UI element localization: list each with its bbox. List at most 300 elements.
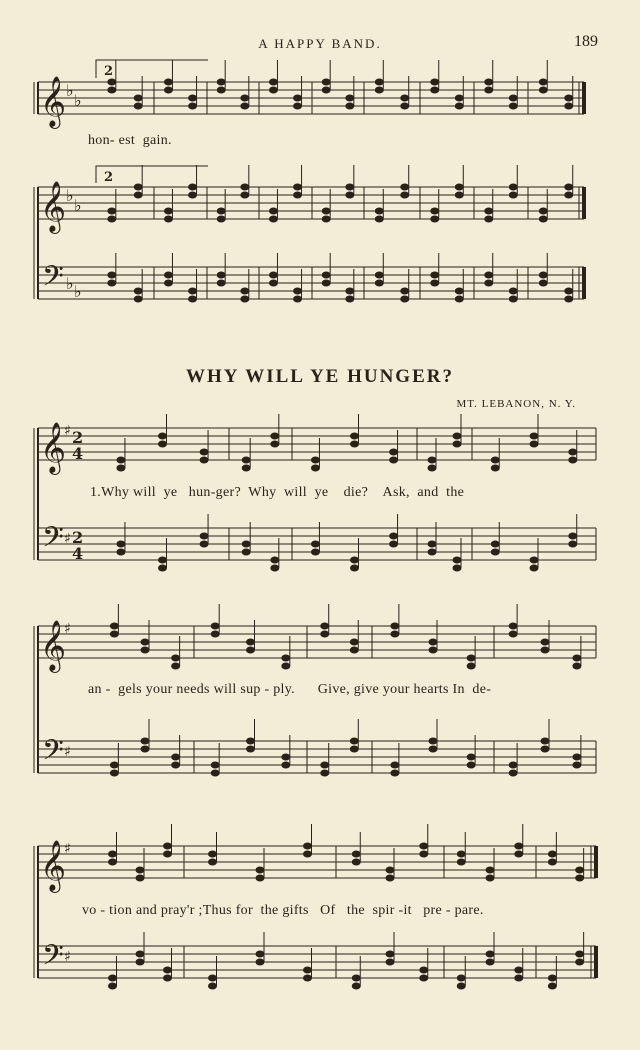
note-head: [539, 79, 548, 86]
bass-clef-icon: 𝄢: [42, 260, 64, 300]
note-head: [256, 875, 265, 882]
note-head: [539, 87, 548, 94]
note-head: [293, 296, 302, 303]
note-head: [486, 875, 495, 882]
note-head: [107, 208, 116, 215]
note-head: [430, 216, 439, 223]
note-head: [389, 457, 398, 464]
note-head: [514, 967, 523, 974]
note-head: [539, 272, 548, 279]
note-head: [530, 557, 539, 564]
sharp-icon: ♯: [64, 841, 71, 857]
note-head: [108, 851, 117, 858]
time-signature-bottom: 4: [72, 444, 84, 463]
note-head: [293, 103, 302, 110]
note-head: [430, 280, 439, 287]
sharp-icon: ♯: [64, 531, 71, 547]
note-head: [429, 639, 438, 646]
note-head: [530, 441, 539, 448]
note-head: [108, 983, 117, 990]
note-head: [568, 457, 577, 464]
lyric-line-2: an - gels your needs will sup - ply. Give, give your hearts In de-: [88, 682, 492, 697]
song-title: WHY WILL YE HUNGER?: [186, 366, 454, 387]
note-head: [548, 983, 557, 990]
note-head: [208, 983, 217, 990]
note-head: [200, 457, 209, 464]
note-head: [163, 843, 172, 850]
note-head: [345, 95, 354, 102]
note-head: [188, 103, 197, 110]
note-head: [457, 975, 466, 982]
note-head: [240, 103, 249, 110]
note-head: [484, 208, 493, 215]
note-head: [572, 754, 581, 761]
note-head: [256, 951, 265, 958]
sharp-icon: ♯: [64, 621, 71, 637]
note-head: [455, 95, 464, 102]
note-head: [429, 746, 438, 753]
flat-icon: ♭: [66, 81, 74, 100]
note-head: [217, 216, 226, 223]
note-head: [134, 184, 143, 191]
note-head: [240, 288, 249, 295]
note-head: [352, 975, 361, 982]
note-head: [256, 959, 265, 966]
note-head: [484, 87, 493, 94]
note-head: [208, 851, 217, 858]
note-head: [548, 859, 557, 866]
note-head: [188, 288, 197, 295]
note-head: [270, 433, 279, 440]
note-head: [564, 296, 573, 303]
note-head: [352, 859, 361, 866]
note-head: [455, 103, 464, 110]
note-head: [386, 951, 395, 958]
note-head: [575, 951, 584, 958]
treble-clef-icon: 𝄞: [40, 422, 67, 473]
note-head: [110, 770, 119, 777]
note-head: [548, 851, 557, 858]
note-head: [171, 754, 180, 761]
note-head: [269, 272, 278, 279]
note-head: [400, 296, 409, 303]
note-head: [163, 967, 172, 974]
note-head: [217, 208, 226, 215]
note-head: [457, 859, 466, 866]
note-head: [390, 762, 399, 769]
note-head: [293, 288, 302, 295]
note-head: [320, 762, 329, 769]
note-head: [572, 663, 581, 670]
note-head: [539, 208, 548, 215]
note-head: [136, 867, 145, 874]
note-head: [211, 623, 220, 630]
note-head: [311, 465, 320, 472]
note-head: [270, 565, 279, 572]
note-head: [455, 192, 464, 199]
flat-icon: ♭: [74, 196, 82, 215]
note-head: [350, 565, 359, 572]
note-head: [400, 95, 409, 102]
note-head: [564, 184, 573, 191]
note-head: [541, 738, 550, 745]
note-head: [200, 533, 209, 540]
note-head: [539, 216, 548, 223]
note-head: [134, 192, 143, 199]
note-head: [171, 663, 180, 670]
lyric-line-1: 1.Why will ye hun-ger? Why will ye die? Ask, and the: [90, 485, 465, 500]
note-head: [457, 851, 466, 858]
note-head: [163, 975, 172, 982]
note-head: [141, 639, 150, 646]
note-head: [509, 770, 518, 777]
note-head: [256, 867, 265, 874]
note-head: [389, 533, 398, 540]
note-head: [572, 762, 581, 769]
note-head: [200, 449, 209, 456]
note-head: [281, 655, 290, 662]
note-head: [484, 79, 493, 86]
note-head: [240, 192, 249, 199]
note-head: [141, 738, 150, 745]
note-head: [116, 457, 125, 464]
note-head: [509, 103, 518, 110]
note-head: [116, 541, 125, 548]
note-head: [211, 770, 220, 777]
note-head: [484, 272, 493, 279]
note-head: [350, 746, 359, 753]
note-head: [467, 762, 476, 769]
note-head: [134, 288, 143, 295]
note-head: [171, 655, 180, 662]
bass-clef-icon: 𝄢: [42, 939, 64, 979]
note-head: [428, 549, 437, 556]
note-head: [345, 192, 354, 199]
note-head: [430, 208, 439, 215]
note-head: [141, 746, 150, 753]
note-head: [484, 216, 493, 223]
note-head: [486, 951, 495, 958]
note-head: [428, 465, 437, 472]
note-head: [164, 79, 173, 86]
bass-clef-icon: 𝄢: [42, 521, 64, 561]
note-head: [375, 280, 384, 287]
note-head: [164, 87, 173, 94]
note-head: [269, 87, 278, 94]
note-head: [386, 867, 395, 874]
note-head: [108, 975, 117, 982]
note-head: [269, 208, 278, 215]
note-head: [509, 288, 518, 295]
note-head: [389, 449, 398, 456]
note-head: [208, 975, 217, 982]
note-head: [217, 272, 226, 279]
note-head: [514, 975, 523, 982]
note-head: [134, 296, 143, 303]
note-head: [158, 557, 167, 564]
flat-icon: ♭: [74, 282, 82, 301]
note-head: [375, 87, 384, 94]
note-head: [270, 557, 279, 564]
note-head: [453, 565, 462, 572]
note-head: [116, 549, 125, 556]
note-head: [455, 184, 464, 191]
note-head: [575, 959, 584, 966]
note-head: [246, 738, 255, 745]
note-head: [164, 216, 173, 223]
note-head: [375, 79, 384, 86]
note-head: [311, 457, 320, 464]
note-head: [541, 746, 550, 753]
note-head: [303, 851, 312, 858]
sharp-icon: ♯: [64, 423, 71, 439]
note-head: [429, 738, 438, 745]
note-head: [572, 655, 581, 662]
note-head: [281, 762, 290, 769]
note-head: [269, 280, 278, 287]
note-head: [164, 280, 173, 287]
note-head: [350, 738, 359, 745]
note-head: [455, 288, 464, 295]
note-head: [509, 296, 518, 303]
note-head: [322, 216, 331, 223]
note-head: [455, 296, 464, 303]
note-head: [158, 441, 167, 448]
note-head: [430, 272, 439, 279]
note-head: [110, 762, 119, 769]
note-head: [345, 296, 354, 303]
note-head: [509, 631, 518, 638]
note-head: [352, 851, 361, 858]
flat-icon: ♭: [66, 274, 74, 293]
note-head: [188, 184, 197, 191]
note-head: [217, 79, 226, 86]
note-head: [386, 959, 395, 966]
note-head: [352, 983, 361, 990]
note-head: [457, 983, 466, 990]
note-head: [568, 449, 577, 456]
note-head: [530, 433, 539, 440]
note-head: [246, 639, 255, 646]
note-head: [428, 457, 437, 464]
lyric-line-0: hon- est gain.: [88, 133, 172, 148]
note-head: [188, 296, 197, 303]
note-head: [293, 95, 302, 102]
note-head: [568, 533, 577, 540]
note-head: [269, 79, 278, 86]
note-head: [419, 975, 428, 982]
treble-clef-icon: 𝄞: [40, 181, 67, 232]
note-head: [575, 867, 584, 874]
lyric-line-3: vo - tion and pray'r ;Thus for the gifts Of the spir -it pre - pare.: [82, 903, 484, 918]
note-head: [467, 663, 476, 670]
note-head: [509, 623, 518, 630]
note-head: [211, 762, 220, 769]
note-head: [345, 184, 354, 191]
note-head: [242, 541, 251, 548]
note-head: [240, 95, 249, 102]
note-head: [548, 975, 557, 982]
note-head: [453, 441, 462, 448]
note-head: [350, 557, 359, 564]
note-head: [134, 103, 143, 110]
note-head: [428, 541, 437, 548]
flat-icon: ♭: [66, 186, 74, 205]
note-head: [322, 79, 331, 86]
time-signature-top: 2: [72, 528, 84, 547]
note-head: [293, 184, 302, 191]
note-head: [539, 280, 548, 287]
time-signature-top: 2: [72, 428, 84, 447]
note-head: [107, 272, 116, 279]
note-head: [164, 272, 173, 279]
note-head: [107, 280, 116, 287]
note-head: [211, 631, 220, 638]
note-head: [419, 967, 428, 974]
note-head: [514, 851, 523, 858]
note-head: [509, 192, 518, 199]
note-head: [350, 433, 359, 440]
note-head: [509, 762, 518, 769]
note-head: [108, 859, 117, 866]
note-head: [575, 875, 584, 882]
note-head: [270, 441, 279, 448]
note-head: [486, 959, 495, 966]
note-head: [453, 557, 462, 564]
note-head: [246, 746, 255, 753]
note-head: [350, 647, 359, 654]
note-head: [514, 843, 523, 850]
note-head: [136, 959, 145, 966]
ending-number: 2: [104, 170, 114, 185]
note-head: [509, 184, 518, 191]
note-head: [293, 192, 302, 199]
note-head: [375, 216, 384, 223]
note-head: [322, 272, 331, 279]
note-head: [467, 754, 476, 761]
note-head: [400, 192, 409, 199]
note-head: [217, 87, 226, 94]
note-head: [430, 87, 439, 94]
note-head: [541, 647, 550, 654]
note-head: [345, 103, 354, 110]
note-head: [240, 184, 249, 191]
note-head: [322, 208, 331, 215]
note-head: [188, 192, 197, 199]
note-head: [484, 280, 493, 287]
ending-number: 2: [104, 64, 114, 79]
note-head: [242, 549, 251, 556]
note-head: [400, 288, 409, 295]
treble-clef-icon: 𝄞: [40, 620, 67, 671]
note-head: [322, 87, 331, 94]
flat-icon: ♭: [74, 91, 82, 110]
note-head: [320, 623, 329, 630]
note-head: [350, 639, 359, 646]
note-head: [429, 647, 438, 654]
note-head: [491, 549, 500, 556]
note-head: [303, 967, 312, 974]
note-head: [389, 541, 398, 548]
note-head: [107, 79, 116, 86]
note-head: [400, 184, 409, 191]
note-head: [303, 843, 312, 850]
note-head: [390, 623, 399, 630]
note-head: [217, 280, 226, 287]
note-head: [163, 851, 172, 858]
note-head: [110, 623, 119, 630]
note-head: [136, 875, 145, 882]
note-head: [107, 216, 116, 223]
note-head: [110, 631, 119, 638]
note-head: [390, 770, 399, 777]
note-head: [491, 457, 500, 464]
page-number: 189: [574, 33, 598, 50]
note-head: [208, 859, 217, 866]
note-head: [242, 457, 251, 464]
note-head: [491, 465, 500, 472]
note-head: [345, 288, 354, 295]
note-head: [158, 433, 167, 440]
note-head: [171, 762, 180, 769]
note-head: [430, 79, 439, 86]
note-head: [320, 770, 329, 777]
note-head: [200, 541, 209, 548]
note-head: [311, 549, 320, 556]
note-head: [375, 272, 384, 279]
note-head: [375, 208, 384, 215]
note-head: [419, 851, 428, 858]
note-head: [530, 565, 539, 572]
note-head: [453, 433, 462, 440]
note-head: [322, 280, 331, 287]
note-head: [564, 95, 573, 102]
note-head: [141, 647, 150, 654]
note-head: [246, 647, 255, 654]
note-head: [419, 843, 428, 850]
note-head: [467, 655, 476, 662]
note-head: [491, 541, 500, 548]
treble-clef-icon: 𝄞: [40, 840, 67, 891]
running-head: A HAPPY BAND.: [258, 36, 382, 51]
note-head: [303, 975, 312, 982]
note-head: [564, 192, 573, 199]
note-head: [240, 296, 249, 303]
note-head: [541, 639, 550, 646]
sharp-icon: ♯: [64, 949, 71, 965]
note-head: [350, 441, 359, 448]
note-head: [164, 208, 173, 215]
note-head: [400, 103, 409, 110]
note-head: [188, 95, 197, 102]
note-head: [320, 631, 329, 638]
note-head: [134, 95, 143, 102]
note-head: [486, 867, 495, 874]
time-signature-bottom: 4: [72, 544, 84, 563]
attribution: MT. LEBANON, N. Y.: [456, 398, 576, 410]
treble-clef-icon: 𝄞: [40, 76, 67, 127]
note-head: [564, 103, 573, 110]
note-head: [158, 565, 167, 572]
note-head: [386, 875, 395, 882]
note-head: [390, 631, 399, 638]
note-head: [269, 216, 278, 223]
note-head: [311, 541, 320, 548]
note-head: [116, 465, 125, 472]
note-head: [281, 754, 290, 761]
note-head: [107, 87, 116, 94]
note-head: [242, 465, 251, 472]
